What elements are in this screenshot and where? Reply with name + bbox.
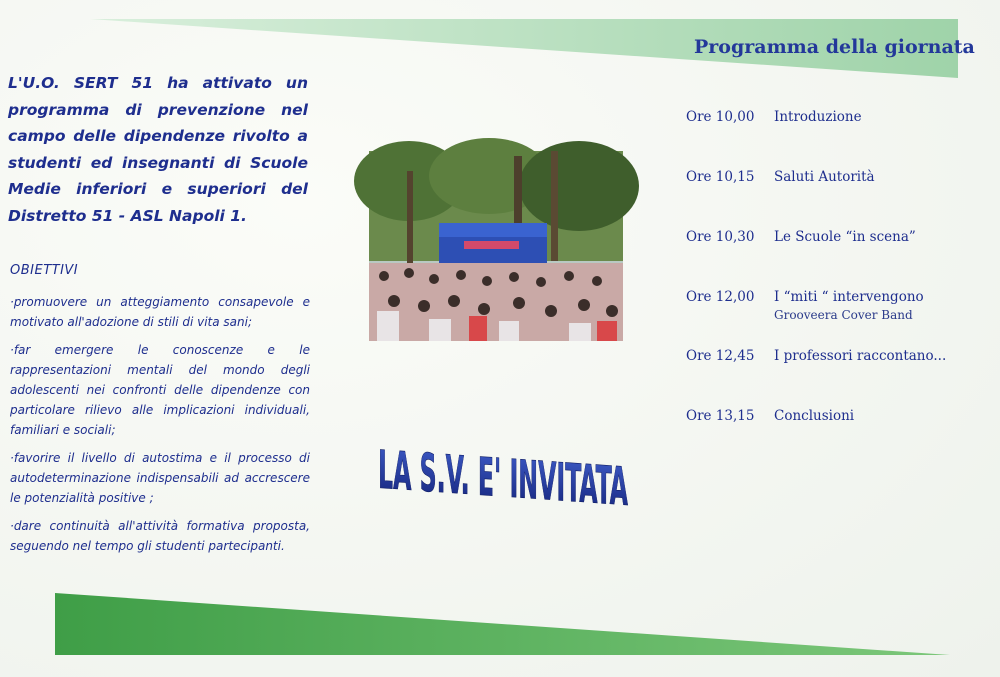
program-title: Programma della giornata — [694, 36, 975, 58]
schedule-time: Ore 12,00 — [686, 289, 755, 305]
schedule-time: Ore 13,15 — [686, 408, 755, 424]
schedule-event: Le Scuole “in scena” — [774, 229, 916, 245]
objectives-list — [10, 292, 310, 564]
schedule-event: I “miti “ intervengono — [774, 289, 924, 305]
event-photo — [369, 151, 623, 341]
invitation-text: LA S.V. E' INVITATA — [378, 439, 854, 535]
intro-paragraph: L'U.O. SERT 51 ha attivato un programma di prevenzione nel campo delle dipendenze rivolto a studenti ed insegnanti di Scuole Medie inferiori e superiori del Distretto 51 - ASL Napoli 1. — [8, 74, 308, 225]
schedule-time: Ore 10,30 — [686, 229, 755, 245]
schedule-event: Conclusioni — [774, 408, 855, 424]
objective-item: ·promuovere un atteggiamento consapevole e motivato all'adozione di stili di vita sani; — [10, 295, 310, 329]
schedule-time: Ore 12,45 — [686, 348, 755, 364]
schedule-event: Introduzione — [774, 109, 862, 125]
schedule-event: I professori raccontano... — [774, 348, 947, 364]
schedule-time: Ore 10,15 — [686, 169, 755, 185]
schedule-time: Ore 10,00 — [686, 109, 755, 125]
objectives-heading: OBIETTIVI — [10, 263, 79, 278]
schedule-event: Saluti Autorità — [774, 169, 875, 185]
objective-item: ·far emergere le conoscenze e le rappresentazioni mentali del mondo degli adolescenti nei confronti delle dipendenze con particolare rilievo alle implicazioni individuali, familiari e sociali; — [10, 343, 310, 437]
bottom-decorative-band — [0, 585, 1000, 665]
schedule-subtitle: Grooveera Cover Band — [774, 308, 913, 322]
objective-item: ·dare continuità all'attività formativa proposta, seguendo nel tempo gli studenti partecipanti. — [10, 519, 310, 553]
invitation-wordart — [372, 420, 854, 535]
objective-item: ·favorire il livello di autostima e il processo di autodeterminazione indispensabili ad accrescere le potenzialità positive ; — [10, 451, 310, 505]
